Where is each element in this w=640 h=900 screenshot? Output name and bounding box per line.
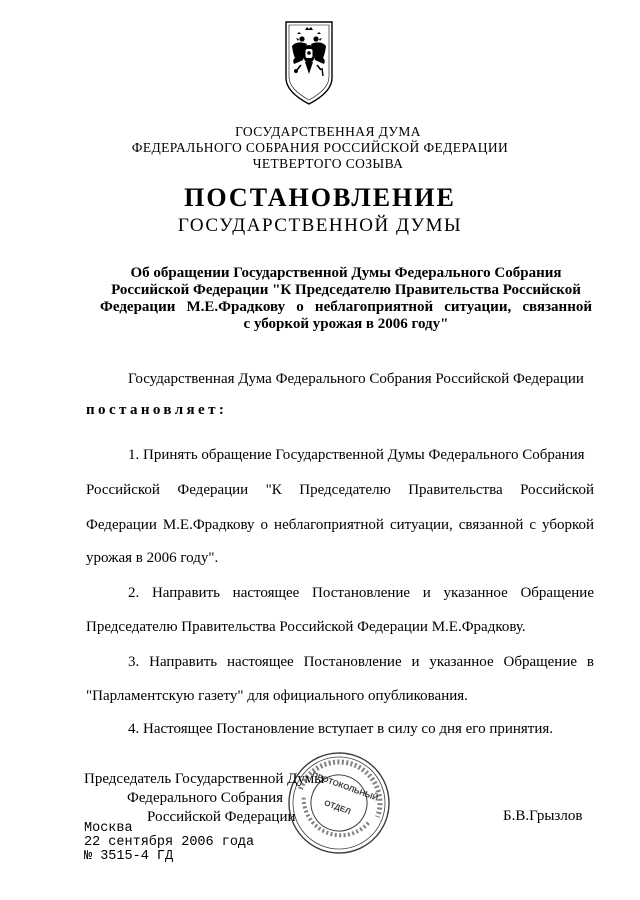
document-type-title: ПОСТАНОВЛЕНИЕ xyxy=(184,183,456,212)
signature-position-line-2: Федерального Собрания xyxy=(127,790,284,806)
subject-line-2: Российской Федерации "К Председателю Правительства Российской xyxy=(111,282,581,298)
signature-position-line-1: Председатель Государственной Думы xyxy=(84,771,325,787)
official-stamp-icon xyxy=(284,748,394,858)
footer-place: Москва xyxy=(84,821,133,836)
signer-name: Б.В.Грызлов xyxy=(503,808,583,824)
item-2-line-1: 2. Направить настоящее Постановление и указанное Обращение xyxy=(128,585,594,601)
subject-line-3: Федерации М.Е.Фрадкову о неблагоприятной ситуации, связанной xyxy=(100,299,592,315)
item-1-line-2: Российской Федерации "К Председателю Правительства Российской xyxy=(86,482,594,498)
header-line-3: ЧЕТВЕРТОГО СОЗЫВА xyxy=(252,156,404,171)
footer-date: 22 сентября 2006 года xyxy=(84,835,255,850)
document-subject xyxy=(100,265,592,333)
russian-coat-of-arms-icon xyxy=(283,20,335,106)
body-decrees: постановляет: xyxy=(86,402,228,418)
subject-line-4: с уборкой урожая в 2006 году" xyxy=(243,316,449,332)
header-line-1: ГОСУДАРСТВЕННАЯ ДУМА xyxy=(235,124,421,139)
issuing-body-header xyxy=(0,124,640,172)
item-2-line-2: Председателю Правительства Российской Федерации М.Е.Фрадкову. xyxy=(86,619,526,635)
item-1-line-4: урожая в 2006 году". xyxy=(86,550,219,566)
subject-line-1: Об обращении Государственной Думы Федерального Собрания xyxy=(130,265,562,281)
item-1-line-1: 1. Принять обращение Государственной Думы Федерального Собрания xyxy=(128,447,585,463)
item-1-line-3: Федерации М.Е.Фрадкову о неблагоприятной ситуации, связанной с уборкой xyxy=(86,517,594,533)
item-3-line-2: "Парламентскую газету" для официального опубликования. xyxy=(86,688,468,704)
svg-text:ОТДЕЛ: ОТДЕЛ xyxy=(322,798,352,817)
stamp-label: ПРОТОКОЛЬНЫЙ xyxy=(310,770,380,803)
document-footer xyxy=(84,822,254,864)
document-issuer-title: ГОСУДАРСТВЕННОЙ ДУМЫ xyxy=(177,215,463,236)
footer-number: № 3515-4 ГД xyxy=(84,849,174,864)
item-4-line-1: 4. Настоящее Постановление вступает в силу со дня его принятия. xyxy=(128,721,554,737)
item-3-line-1: 3. Направить настоящее Постановление и указанное Обращение в xyxy=(128,654,594,670)
body-intro: Государственная Дума Федерального Собрания Российской Федерации xyxy=(128,371,584,387)
header-line-2: ФЕДЕРАЛЬНОГО СОБРАНИЯ РОССИЙСКОЙ ФЕДЕРАЦИИ xyxy=(131,140,509,155)
signature-position-line-3: Российской Федерации xyxy=(147,809,296,825)
